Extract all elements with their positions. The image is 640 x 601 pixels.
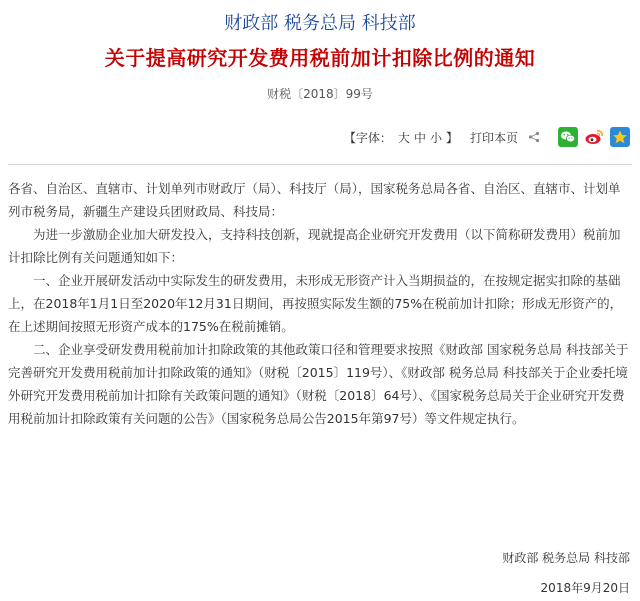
- wechat-icon[interactable]: [558, 127, 578, 147]
- signature-block: [502, 545, 630, 601]
- document-body: [8, 177, 632, 430]
- print-page-link[interactable]: 打印本页: [469, 130, 518, 145]
- font-size-small[interactable]: 小: [429, 130, 442, 145]
- article-one-paragraph: 一、企业开展研发活动中实际发生的研发费用，未形成无形资产计入当期损益的，在按规定据实扣除的基础上，在2018年1月1日至2020年12月31日期间，再按照实际发生额的75%在税前加计扣除；形成无形资产的，在上述期间按照无形资产成本的175%在税前摊销。: [8, 273, 623, 334]
- signatories: 财政部 税务总局 科技部: [502, 551, 630, 565]
- document-number: 财税〔2018〕99号: [267, 87, 373, 101]
- document-header: [0, 0, 640, 102]
- qzone-icon[interactable]: [610, 127, 630, 147]
- font-size-medium[interactable]: 中: [413, 130, 426, 145]
- addressee-paragraph: 各省、自治区、直辖市、计划单列市财政厅（局）、科技厅（局），国家税务总局各省、自治区、直辖市、计划单列市税务局，新疆生产建设兵团财政局、科技局：: [8, 181, 621, 219]
- weibo-icon[interactable]: [584, 127, 604, 147]
- header-divider: [8, 164, 632, 165]
- intro-paragraph: 为进一步激励企业加大研发投入，支持科技创新，现就提高企业研究开发费用（以下简称研发费用）税前加计扣除比例有关问题通知如下：: [8, 227, 621, 265]
- font-size-large[interactable]: 大: [397, 130, 410, 145]
- share-icon[interactable]: [528, 131, 540, 143]
- document-title: 关于提高研究开发费用税前加计扣除比例的通知: [104, 46, 536, 70]
- article-two-paragraph: 二、企业享受研发费用税前加计扣除政策的其他政策口径和管理要求按照《财政部 国家税务总局 科技部关于完善研究开发费用税前加计扣除政策的通知》（财税〔2015〕119号）、《财政部 税务总局 科技部关于企业委托境外研究开发费用税前加计扣除有关政策问题的通知》（财税〔2018〕64号）、《国家税务总局关于企业研究开发费用税前加计扣除政策有关问题的公告》（国家税务总局公告2015年第97号）等文件规定执行。: [8, 342, 629, 426]
- issue-date: 2018年9月20日: [540, 581, 630, 595]
- font-size-bracket: 】: [445, 130, 458, 145]
- font-size-label: 【字体：: [343, 130, 392, 145]
- page-toolbar: [344, 126, 630, 148]
- issuing-agencies: 财政部 税务总局 科技部: [224, 13, 416, 34]
